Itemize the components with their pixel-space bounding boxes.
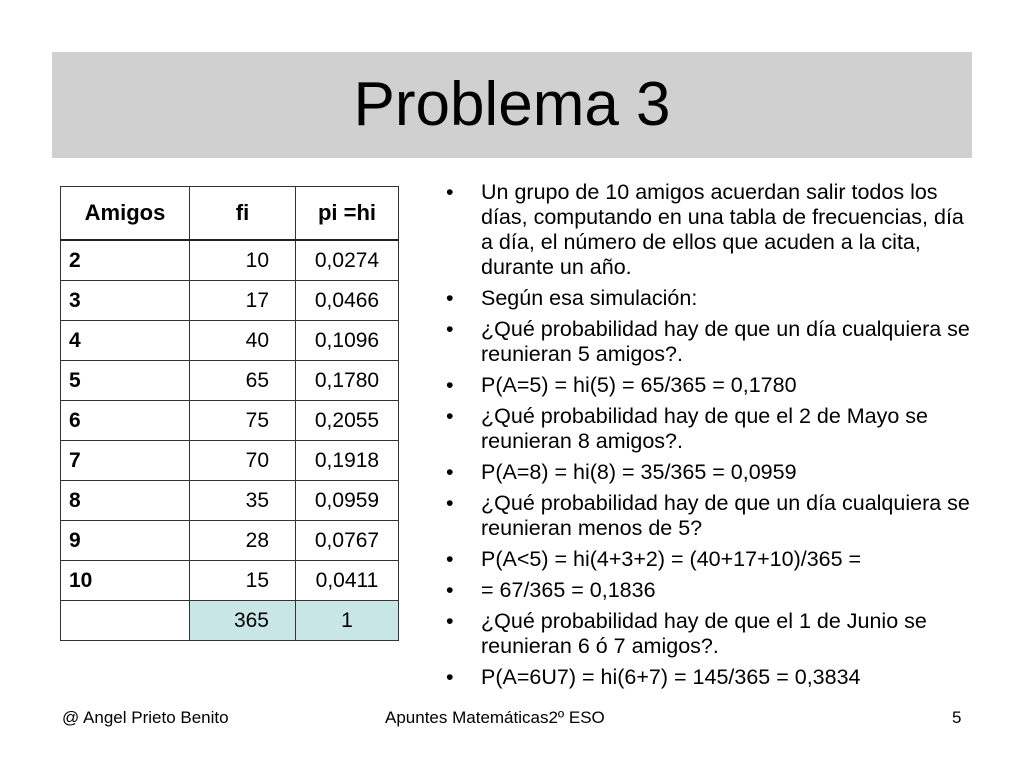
cell-hi: 0,0959 [296, 481, 399, 521]
bullet-icon: • [446, 578, 454, 602]
cell-amigos: 4 [61, 321, 190, 361]
cell-fi: 65 [190, 361, 296, 401]
bullet-icon: • [446, 491, 454, 515]
cell-fi: 28 [190, 521, 296, 561]
footer-course: Apuntes Matemáticas2º ESO [385, 708, 605, 727]
bullet-text: P(A<5) = hi(4+3+2) = (40+17+10)/365 = [481, 547, 862, 571]
cell-amigos: 5 [61, 361, 190, 401]
cell-hi: 0,0767 [296, 521, 399, 561]
bullet-icon: • [446, 547, 454, 571]
cell-amigos: 9 [61, 521, 190, 561]
bullet-text: ¿Qué probabilidad hay de que un día cualquiera se reunieran menos de 5? [481, 491, 970, 540]
list-item [440, 547, 980, 572]
cell-amigos: 8 [61, 481, 190, 521]
cell-amigos: 6 [61, 401, 190, 441]
cell-fi: 70 [190, 441, 296, 481]
bullet-text: Un grupo de 10 amigos acuerdan salir todos los días, computando en una tabla de frecuencias, día a día, el número de ellos que acuden a la cita, durante un año. [481, 180, 964, 279]
table-total-row [61, 601, 399, 641]
cell-amigos: 7 [61, 441, 190, 481]
table-row [61, 441, 399, 481]
list-item [440, 578, 980, 603]
cell-hi-total: 1 [296, 601, 399, 641]
list-item [440, 665, 980, 690]
table-row [61, 361, 399, 401]
cell-hi: 0,1780 [296, 361, 399, 401]
cell-hi: 0,2055 [296, 401, 399, 441]
column-header-hi: pi =hi [296, 187, 399, 241]
list-item [440, 317, 980, 367]
bullet-icon: • [446, 286, 454, 310]
table-row [61, 281, 399, 321]
column-header-amigos: Amigos [61, 187, 190, 241]
table-row [61, 401, 399, 441]
cell-fi-total: 365 [190, 601, 296, 641]
cell-amigos-total [61, 601, 190, 641]
cell-hi: 0,1918 [296, 441, 399, 481]
cell-hi: 0,0466 [296, 281, 399, 321]
cell-fi: 35 [190, 481, 296, 521]
table-row [61, 481, 399, 521]
bullet-icon: • [446, 665, 454, 689]
bullet-icon: • [446, 180, 454, 204]
bullet-text: P(A=5) = hi(5) = 65/365 = 0,1780 [481, 373, 797, 397]
list-item [440, 609, 980, 659]
list-item [440, 373, 980, 398]
cell-hi: 0,1096 [296, 321, 399, 361]
bullet-text: ¿Qué probabilidad hay de que un día cualquiera se reunieran 5 amigos?. [481, 317, 970, 366]
cell-hi: 0,0411 [296, 561, 399, 601]
bullet-icon: • [446, 373, 454, 397]
bullet-text: = 67/365 = 0,1836 [481, 578, 656, 602]
column-header-fi: fi [190, 187, 296, 241]
bullet-icon: • [446, 460, 454, 484]
list-item [440, 404, 980, 454]
cell-fi: 75 [190, 401, 296, 441]
frequency-table [60, 186, 399, 641]
table-row [61, 521, 399, 561]
cell-fi: 10 [190, 240, 296, 281]
cell-amigos: 2 [61, 240, 190, 281]
list-item [440, 286, 980, 311]
table-header-row [61, 187, 399, 241]
list-item [440, 491, 980, 541]
list-item [440, 180, 980, 280]
bullet-text: Según esa simulación: [481, 286, 698, 310]
bullet-text: ¿Qué probabilidad hay de que el 2 de Mayo se reunieran 8 amigos?. [481, 404, 929, 453]
table-row [61, 321, 399, 361]
bullet-icon: • [446, 404, 454, 428]
cell-amigos: 10 [61, 561, 190, 601]
cell-fi: 40 [190, 321, 296, 361]
bullet-text: P(A=6U7) = hi(6+7) = 145/365 = 0,3834 [481, 665, 861, 689]
bullet-list [440, 180, 980, 696]
footer-page-number: 5 [952, 708, 962, 727]
slide-title: Problema 3 [353, 70, 671, 139]
cell-amigos: 3 [61, 281, 190, 321]
table-row [61, 240, 399, 281]
bullet-icon: • [446, 609, 454, 633]
cell-hi: 0,0274 [296, 240, 399, 281]
table-row [61, 561, 399, 601]
cell-fi: 17 [190, 281, 296, 321]
bullet-text: P(A=8) = hi(8) = 35/365 = 0,0959 [481, 460, 797, 484]
list-item [440, 460, 980, 485]
footer-author: @ Angel Prieto Benito [62, 708, 229, 727]
title-bar [52, 52, 972, 158]
bullet-icon: • [446, 317, 454, 341]
cell-fi: 15 [190, 561, 296, 601]
bullet-text: ¿Qué probabilidad hay de que el 1 de Junio se reunieran 6 ó 7 amigos?. [481, 609, 927, 658]
